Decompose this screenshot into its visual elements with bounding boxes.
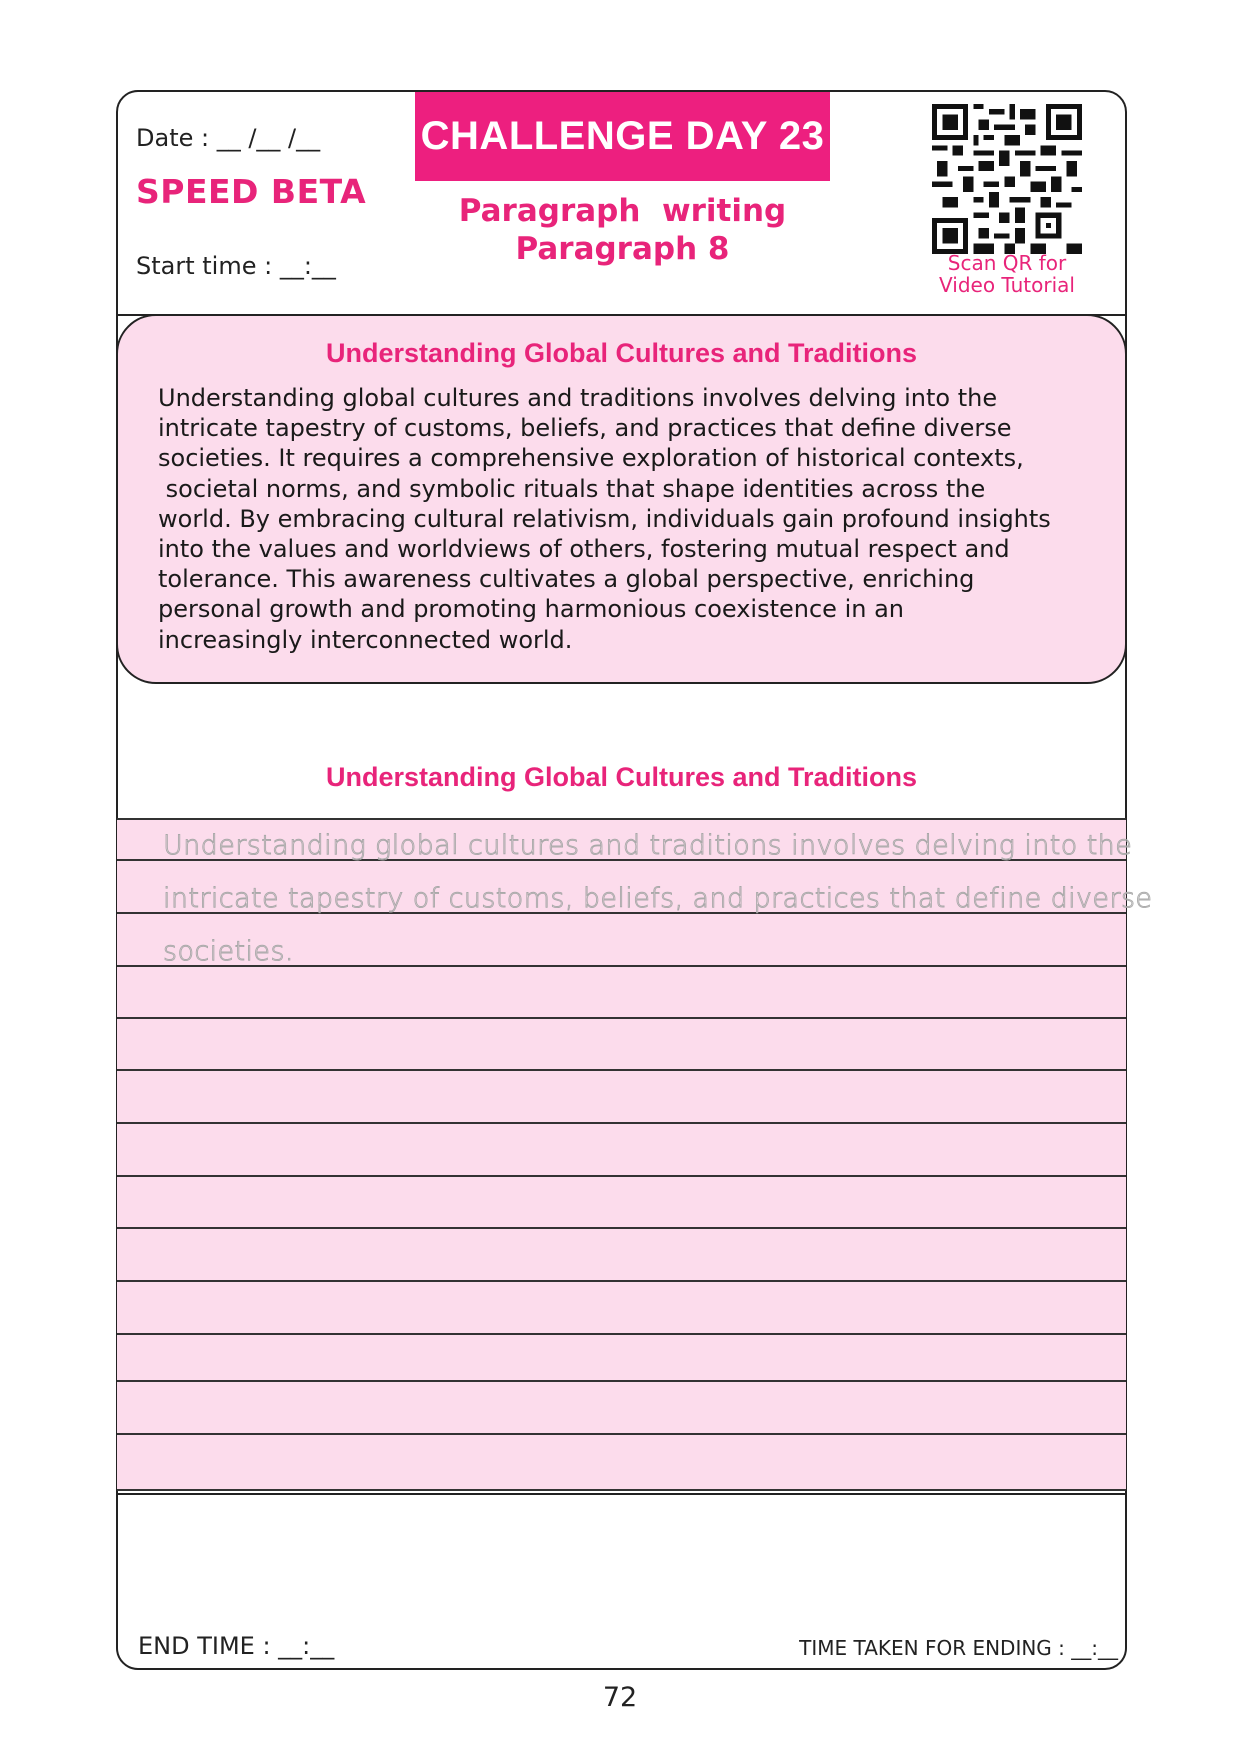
qr-caption-line-1: Scan QR for	[947, 251, 1067, 275]
practice-title: Understanding Global Cultures and Traditions	[325, 762, 918, 792]
paragraph-line: world. By embracing cultural relativism, individuals gain profound insights	[158, 504, 1051, 533]
paragraph-line: personal growth and promoting harmonious coexistence in an	[158, 595, 904, 624]
start-time-field: Start time : __:__	[136, 252, 336, 280]
subtitle-line-2: Paragraph 8	[515, 231, 730, 267]
practice-bottom-divider	[116, 1493, 1127, 1495]
paragraph-line: tolerance. This awareness cultivates a global perspective, enriching	[158, 565, 975, 594]
handwriting-practice-area[interactable]	[117, 819, 1153, 1491]
ruled-line	[117, 1227, 1126, 1229]
paragraph-line: intricate tapestry of customs, beliefs, and practices that define diverse	[158, 414, 1012, 443]
trace-line: intricate tapestry of customs, beliefs, and practices that define diverse	[163, 883, 1153, 914]
paragraph-line: societal norms, and symbolic rituals that shape identities across the	[158, 474, 986, 503]
qr-caption	[915, 252, 1099, 296]
ruled-line	[117, 818, 1126, 820]
ruled-line	[117, 1433, 1126, 1435]
end-time-field: END TIME : __:__	[138, 1632, 335, 1660]
trace-line: Understanding global cultures and traditions involves delving into the	[163, 830, 1133, 861]
ruled-line	[117, 1175, 1126, 1177]
paragraph-line: increasingly interconnected world.	[158, 625, 573, 654]
paragraph-line: societies. It requires a comprehensive exploration of historical contexts,	[158, 444, 1024, 473]
ruled-line	[117, 1280, 1126, 1282]
subtitle-line-1: Paragraph writing	[458, 193, 787, 229]
time-taken-field: TIME TAKEN FOR ENDING : __:__	[799, 1636, 1118, 1660]
ruled-line	[117, 1069, 1126, 1071]
ruled-line	[117, 1333, 1126, 1335]
ruled-line	[117, 1122, 1126, 1124]
model-paragraph-text	[158, 383, 1103, 655]
date-field: Date : __ /__ /__	[136, 124, 321, 152]
challenge-banner: CHALLENGE DAY 23	[415, 92, 830, 181]
page-number: 72	[602, 1682, 638, 1713]
paragraph-line: into the values and worldviews of others, fostering mutual respect and	[158, 535, 1010, 564]
ruled-line	[117, 1489, 1126, 1491]
paragraph-line: Understanding global cultures and traditions involves delving into the	[158, 384, 998, 412]
qr-caption-line-2: Video Tutorial	[939, 273, 1075, 297]
model-paragraph-title: Understanding Global Cultures and Traditions	[325, 338, 918, 368]
qr-code-icon[interactable]	[932, 104, 1082, 254]
level-label: SPEED BETA	[136, 172, 367, 211]
trace-line: societies.	[163, 936, 294, 967]
ruled-line	[117, 1380, 1126, 1382]
ruled-line	[117, 1017, 1126, 1019]
